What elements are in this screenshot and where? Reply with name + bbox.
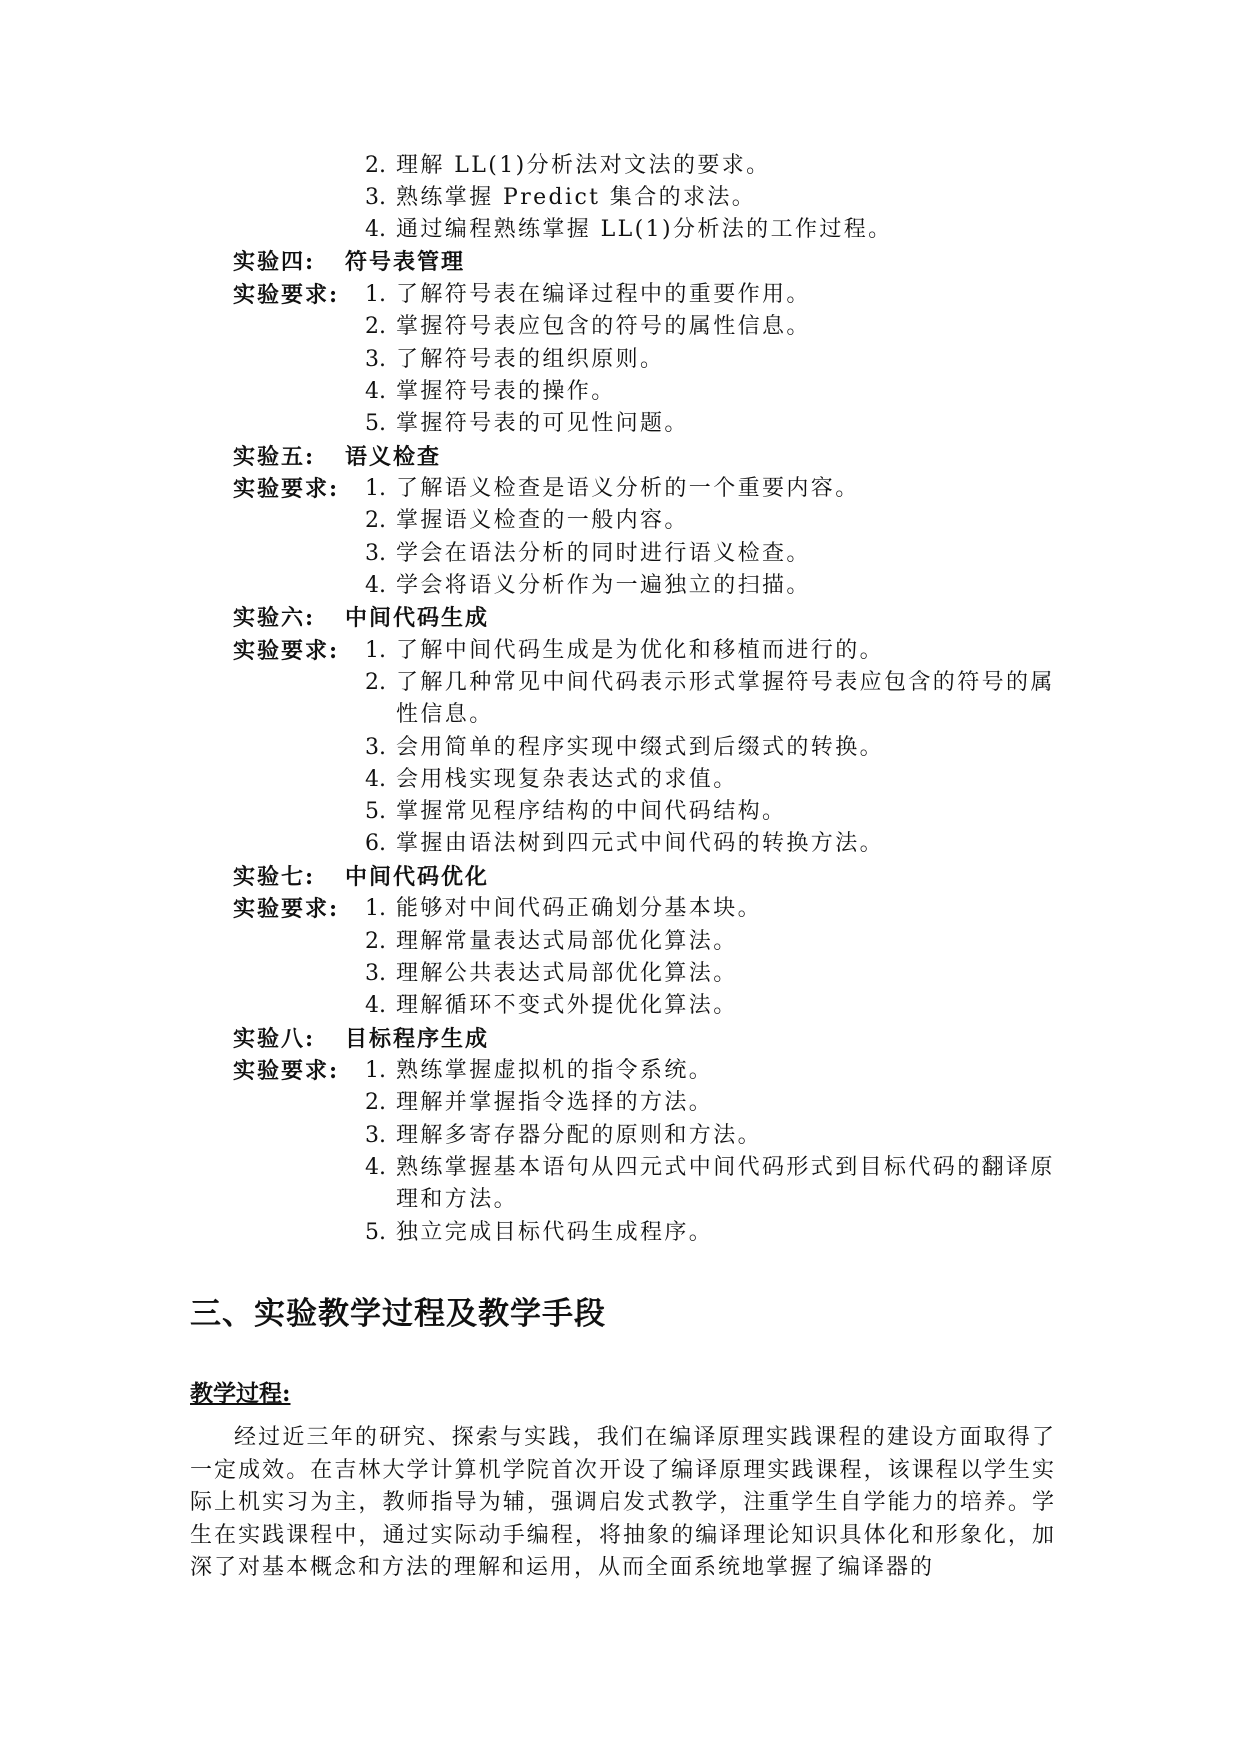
list-item: 掌握符号表的可见性问题。: [396, 411, 689, 436]
body-paragraph: 经过近三年的研究、探索与实践，我们在编译原理实践课程的建设方面取得了一定成效。在吉林大学计算机学院首次开设了编译原理实践课程，该课程以学生实际上机实习为主，教师指导为辅，强调启发式教学，注重学生自学能力的培养。学生在实践课程中，通过实际动手编程，将抽象的编译理论知识具体化和形象化，加深了对基本概念和方法的理解和运用，从而全面系统地掌握了编译器的: [190, 1425, 1056, 1580]
list-item: 了解符号表在编译过程中的重要作用。: [396, 282, 811, 307]
list-item: 掌握由语法树到四元式中间代码的转换方法。: [396, 831, 885, 856]
experiment-label: 实验八:: [233, 1026, 316, 1052]
list-item: 理解常量表达式局部优化算法。: [396, 929, 738, 954]
list-number: 2.: [365, 670, 386, 695]
requirements-label: 实验要求:: [233, 896, 340, 922]
experiment-label: 实验四:: [233, 249, 316, 275]
list-number: 2.: [365, 314, 386, 339]
requirements-label: 实验要求:: [233, 282, 340, 308]
list-number: 3.: [365, 541, 386, 566]
list-item: 能够对中间代码正确划分基本块。: [396, 896, 763, 921]
list-number: 2.: [365, 1090, 386, 1115]
experiment-title: [233, 441, 441, 473]
list-item: 理解公共表达式局部优化算法。: [396, 961, 738, 986]
experiment-name: 中间代码优化: [345, 864, 490, 890]
list-item: 了解语义检查是语义分析的一个重要内容。: [396, 476, 860, 501]
experiment-label: 实验六:: [233, 605, 316, 631]
list-number: 3.: [365, 961, 386, 986]
list-number: 1.: [365, 476, 386, 501]
section-heading: 三、实验教学过程及教学手段: [190, 1296, 606, 1332]
list-item: 熟练掌握 Predict 集合的求法。: [396, 185, 757, 210]
list-number: 6.: [365, 831, 386, 856]
experiment-label: 实验七:: [233, 864, 316, 890]
list-number: 3.: [365, 347, 386, 372]
experiment-title: [233, 1023, 489, 1055]
list-number: 5.: [365, 411, 386, 436]
list-item: 了解符号表的组织原则。: [396, 347, 665, 372]
list-item: 独立完成目标代码生成程序。: [396, 1220, 714, 1245]
requirements-label: 实验要求:: [233, 476, 340, 502]
list-number: 3.: [365, 735, 386, 760]
list-item: 理解并掌握指令选择的方法。: [396, 1090, 714, 1115]
list-number: 4.: [365, 767, 386, 792]
list-number: 5.: [365, 799, 386, 824]
list-item: 学会在语法分析的同时进行语义检查。: [396, 541, 811, 566]
list-item: 理解 LL(1)分析法对文法的要求。: [396, 153, 771, 178]
list-number: 4.: [365, 573, 386, 598]
experiment-name: 符号表管理: [345, 249, 466, 275]
experiment-name: 中间代码生成: [345, 605, 490, 631]
requirements-label: 实验要求:: [233, 1058, 340, 1084]
list-number: 1.: [365, 282, 386, 307]
list-item: 理解循环不变式外提优化算法。: [396, 993, 738, 1018]
list-number: 1.: [365, 896, 386, 921]
list-number: 2.: [365, 929, 386, 954]
list-item: 会用简单的程序实现中缀式到后缀式的转换。: [396, 735, 885, 760]
list-item: 了解中间代码生成是为优化和移植而进行的。: [396, 638, 885, 663]
list-number: 4.: [365, 1155, 386, 1180]
list-number: 1.: [365, 1058, 386, 1083]
experiment-title: [233, 246, 465, 278]
list-item: 学会将语义分析作为一遍独立的扫描。: [396, 573, 811, 598]
sub-heading: 教学过程:: [190, 1380, 291, 1407]
list-number: 4.: [365, 993, 386, 1018]
experiment-name: 语义检查: [345, 444, 442, 470]
list-number: 2.: [365, 153, 386, 178]
list-item: 会用栈实现复杂表达式的求值。: [396, 767, 738, 792]
experiment-name: 目标程序生成: [345, 1026, 490, 1052]
list-number: 4.: [365, 217, 386, 242]
experiment-label: 实验五:: [233, 444, 316, 470]
list-item: 熟练掌握虚拟机的指令系统。: [396, 1058, 714, 1083]
list-item: 熟练掌握基本语句从四元式中间代码形式到目标代码的翻译原理和方法。: [396, 1155, 1055, 1212]
requirements-label: 实验要求:: [233, 638, 340, 664]
list-number: 3.: [365, 1123, 386, 1148]
list-item: 掌握符号表的操作。: [396, 379, 616, 404]
list-item: 了解几种常见中间代码表示形式掌握符号表应包含的符号的属性信息。: [396, 670, 1055, 727]
experiment-title: [233, 861, 489, 893]
list-number: 2.: [365, 508, 386, 533]
list-number: 5.: [365, 1220, 386, 1245]
list-item: 掌握常见程序结构的中间代码结构。: [396, 799, 787, 824]
list-item: 掌握符号表应包含的符号的属性信息。: [396, 314, 811, 339]
experiment-title: [233, 602, 489, 634]
list-item: 掌握语义检查的一般内容。: [396, 508, 689, 533]
list-item: 理解多寄存器分配的原则和方法。: [396, 1123, 763, 1148]
list-number: 3.: [365, 185, 386, 210]
list-number: 4.: [365, 379, 386, 404]
list-item: 通过编程熟练掌握 LL(1)分析法的工作过程。: [396, 217, 893, 242]
list-number: 1.: [365, 638, 386, 663]
